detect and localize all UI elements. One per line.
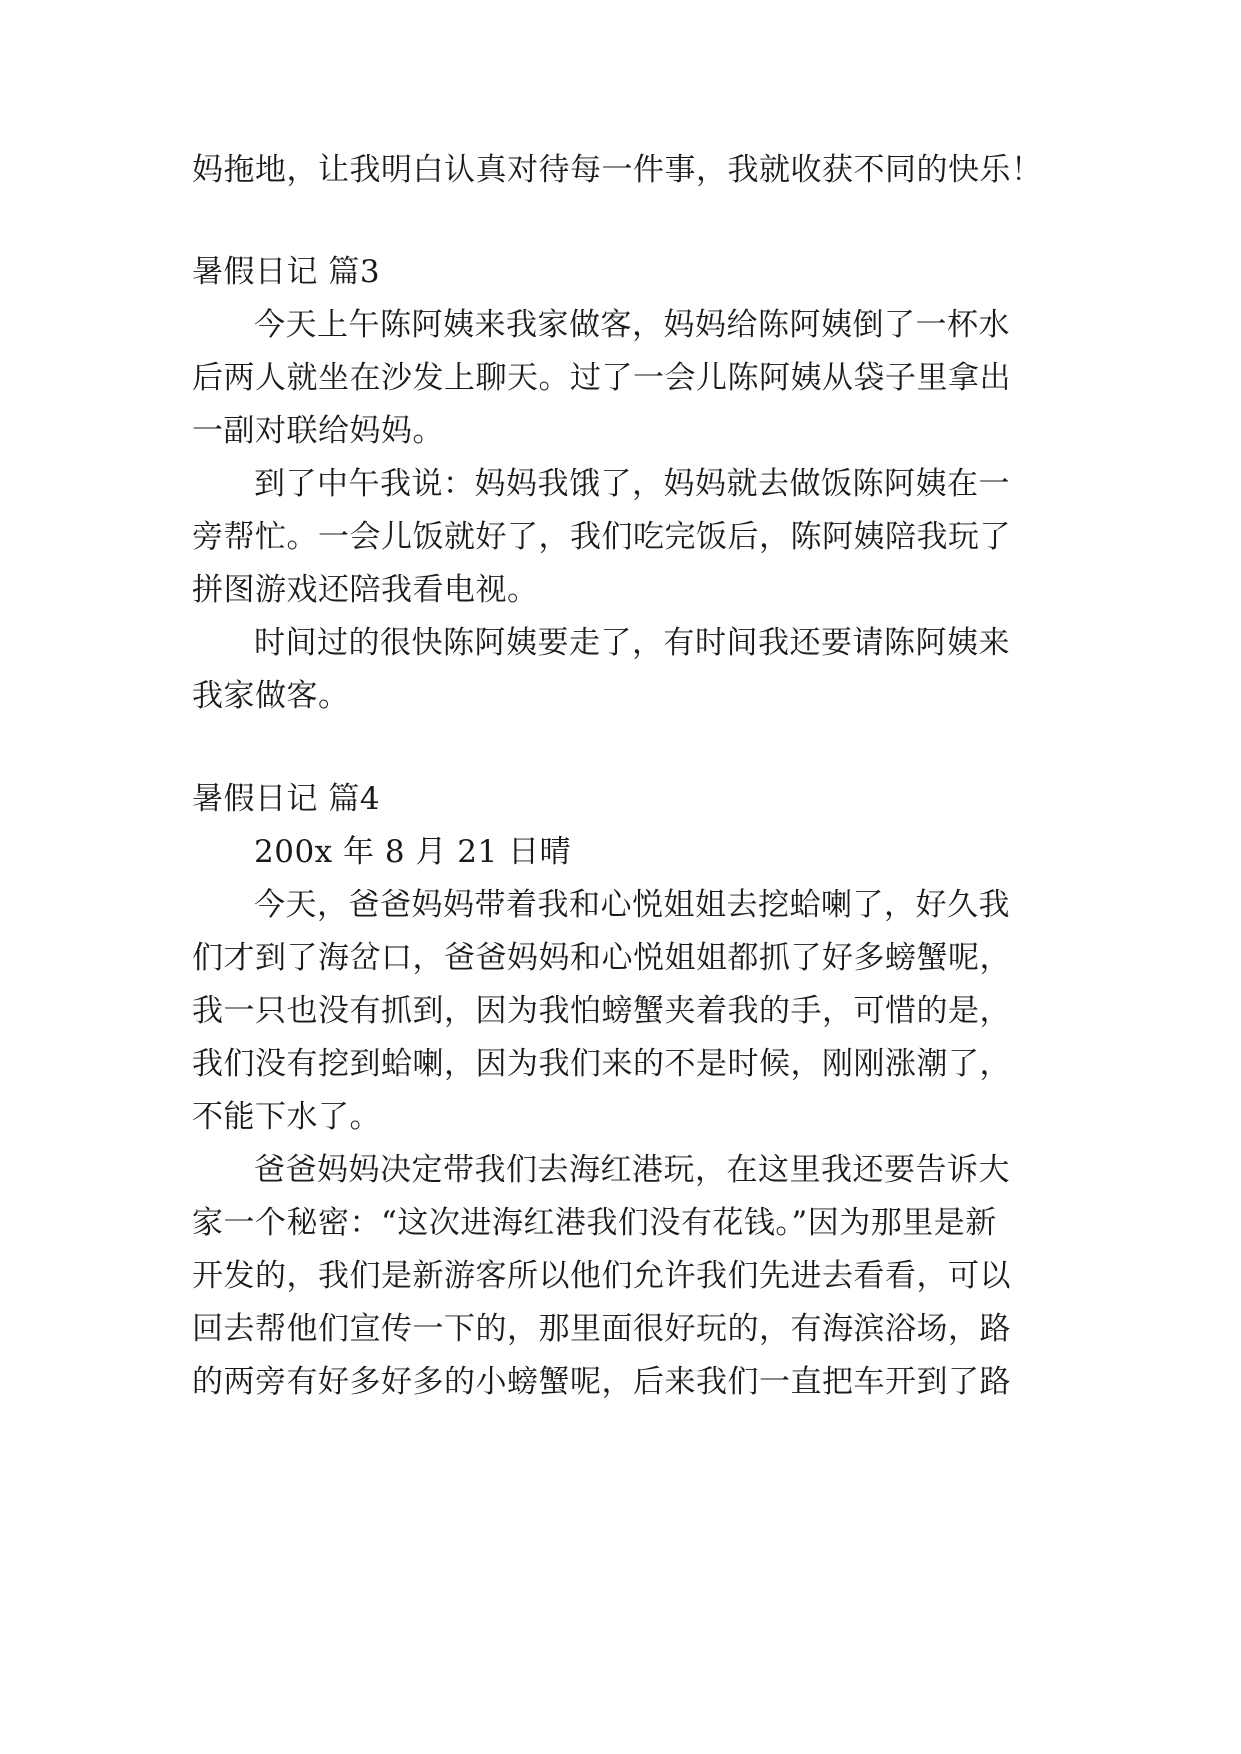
paragraph-line: 今天上午陈阿姨来我家做客，妈妈给陈阿姨倒了一杯水 — [254, 307, 1010, 343]
paragraph-line: 家一个秘密：“这次进海红港我们没有花钱。”因为那里是新 — [192, 1205, 997, 1241]
paragraph-line: 旁帮忙。一会儿饭就好了，我们吃完饭后，陈阿姨陪我玩了 — [192, 519, 1011, 555]
paragraph-line: 爸爸妈妈决定带我们去海红港玩，在这里我还要告诉大 — [254, 1152, 1010, 1188]
paragraph-line: 到了中午我说：妈妈我饿了，妈妈就去做饭陈阿姨在一 — [254, 466, 1010, 502]
paragraph-line: 回去帮他们宣传一下的，那里面很好玩的，有海滨浴场，路 — [192, 1311, 1011, 1347]
paragraph-line: 今天，爸爸妈妈带着我和心悦姐姐去挖蛤喇了，好久我 — [254, 887, 1010, 923]
section-heading: 暑假日记 篇3 — [192, 254, 381, 290]
paragraph-line: 拼图游戏还陪我看电视。 — [192, 572, 539, 608]
paragraph-line: 的两旁有好多好多的小螃蟹呢，后来我们一直把车开到了路 — [192, 1364, 1011, 1400]
paragraph-line: 我家做客。 — [192, 678, 350, 714]
paragraph-line: 们才到了海岔口，爸爸妈妈和心悦姐姐都抓了好多螃蟹呢， — [192, 940, 1011, 976]
paragraph-line: 不能下水了。 — [192, 1099, 381, 1135]
paragraph-line: 开发的，我们是新游客所以他们允许我们先进去看看，可以 — [192, 1258, 1011, 1294]
paragraph-line: 一副对联给妈妈。 — [192, 413, 444, 449]
paragraph-line: 我们没有挖到蛤喇，因为我们来的不是时候，刚刚涨潮了， — [192, 1046, 1011, 1082]
paragraph-line: 后两人就坐在沙发上聊天。过了一会儿陈阿姨从袋子里拿出 — [192, 360, 1011, 396]
paragraph-line: 我一只也没有抓到，因为我怕螃蟹夹着我的手，可惜的是， — [192, 993, 1011, 1029]
date-line: 200x 年 8 月 21 日晴 — [254, 834, 572, 870]
section-heading: 暑假日记 篇4 — [192, 781, 381, 817]
paragraph-line: 时间过的很快陈阿姨要走了，有时间我还要请陈阿姨来 — [254, 625, 1010, 661]
paragraph-line: 妈拖地，让我明白认真对待每一件事，我就收获不同的快乐！ — [192, 152, 1043, 188]
